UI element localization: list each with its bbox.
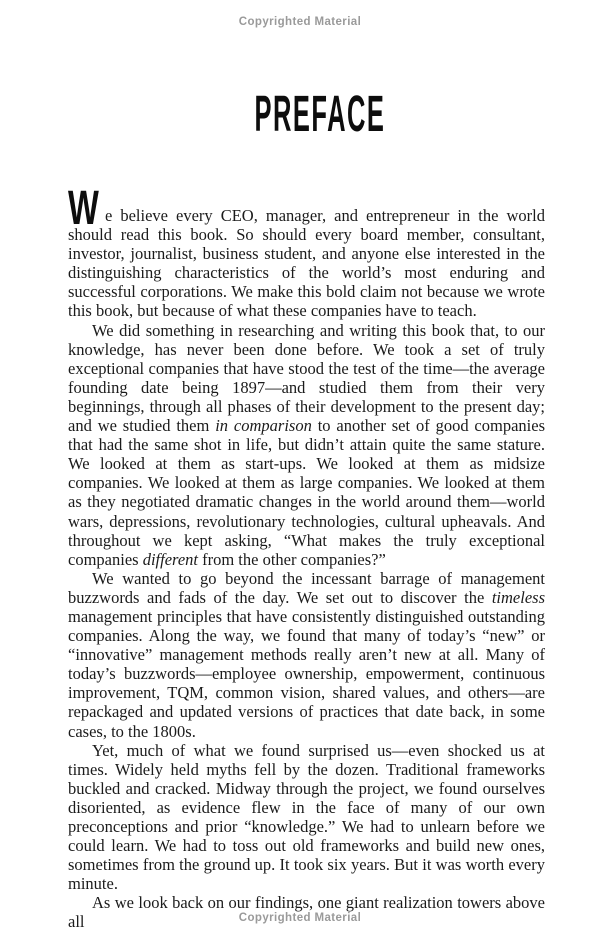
paragraph xyxy=(68,741,545,894)
copyright-notice-bottom: Copyrighted Material xyxy=(238,912,362,924)
chapter-title-wrap xyxy=(20,85,600,142)
paragraph-text: We wanted to go beyond the incessant barrage of management buzzwords and fads of the day. We set out to discover the xyxy=(68,568,545,607)
paragraph-text: As we look back on our findings, one giant realization towers above all xyxy=(68,893,545,932)
text-block xyxy=(68,182,545,932)
paragraph xyxy=(68,182,545,321)
paragraph-text: management principles that have consistently distinguished outstanding companies. Along the way, we found that many of today’s “new” or “innovative” management methods really aren’t new at all. Many of today’s buzzwords—employee ownership, empowerment, continuous improvement, TQM, common vision, shared values, and others—are repackaged and updated versions of practices that date back, in some cases, to the 1800s. xyxy=(68,606,545,741)
paragraph-text: We did something in researching and writing this book that, to our knowledge, has never been done before. We took a set of truly exceptional companies that have stood the test of the time—the average founding date being 1897—and studied them from their very beginnings, through all phases of their development to the present day; and we studied them xyxy=(68,320,545,436)
copyright-notice-top: Copyrighted Material xyxy=(238,16,362,28)
paragraph-text: Yet, much of what we found surprised us—even shocked us at times. Widely held myths fell by the dozen. Traditional frameworks buckled and cracked. Midway through the project, we found ourselves disoriented, as evidence flew in the face of many of our own preconceptions and prior “knowledge.” We had to unlearn before we could learn. We had to toss out old frameworks and build new ones, sometimes from the ground up. It took six years. But it was worth every minute. xyxy=(68,740,545,894)
paragraph-text: e believe every CEO, manager, and entrepreneur in the world should read this book. So should every board member, consultant, investor, journalist, business student, and anyone else interested in the distinguishing characteristics of the world’s most enduring and successful corporations. We make this bold claim not because we wrote this book, but because of what these companies have to teach. xyxy=(68,206,545,321)
paragraph-text: to another set of good companies that had the same shot in life, but didn’t attain quite the same stature. We looked at them as start-ups. We looked at them as midsize companies. We looked at them as large companies. We looked at them as they negotiated dramatic changes in the world around them—world wars, depressions, revolutionary technologies, cultural upheavals. And throughout we kept asking, “What makes the truly exceptional companies xyxy=(68,416,545,569)
dropcap-letter: W xyxy=(68,182,99,235)
chapter-title: PREFACE xyxy=(254,85,386,142)
paragraph-text: in comparison xyxy=(215,416,312,436)
paragraph-text: from the other companies?” xyxy=(197,549,386,569)
paragraph xyxy=(68,569,545,741)
paragraph-text: timeless xyxy=(491,587,545,607)
paragraph xyxy=(68,321,545,569)
paragraph-text: different xyxy=(142,549,198,569)
